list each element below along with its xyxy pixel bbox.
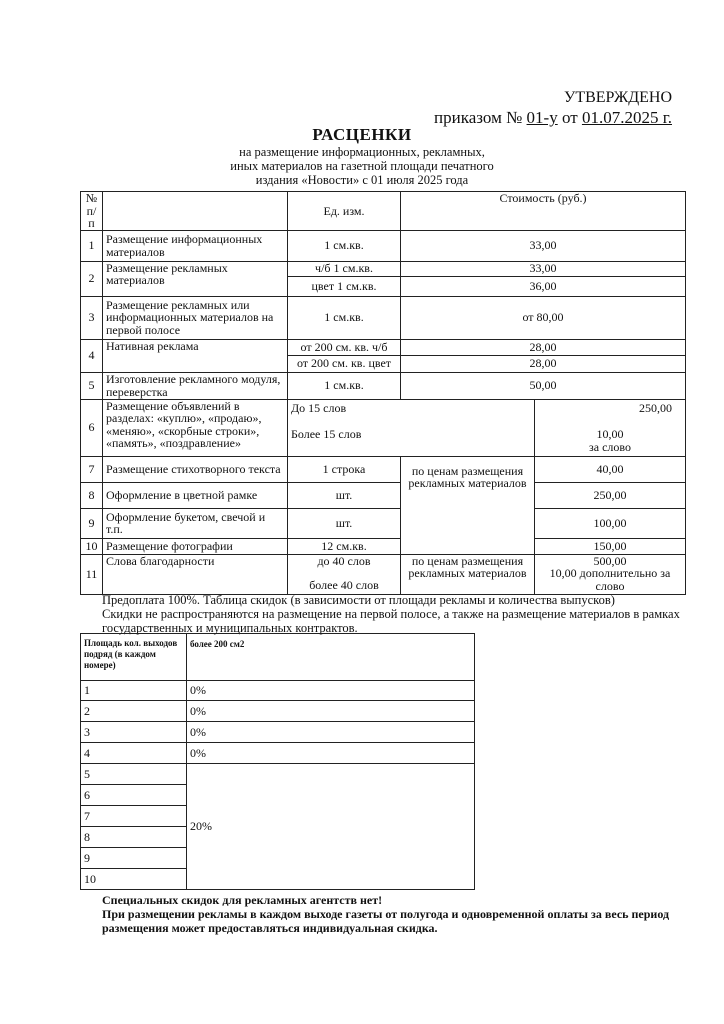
approved-label: УТВЕРЖДЕНО bbox=[563, 89, 672, 106]
row-cost: 28,00 bbox=[401, 355, 686, 372]
row-unit: 12 см.кв. bbox=[288, 538, 401, 554]
discount-header-row bbox=[81, 634, 475, 681]
row-name: Оформление букетом, свечой и т.п. bbox=[103, 508, 288, 538]
table-row bbox=[81, 372, 686, 399]
discount-count: 6 bbox=[81, 785, 187, 806]
notes bbox=[102, 593, 702, 635]
order-prefix: приказом № bbox=[434, 108, 527, 127]
page-subtitle bbox=[0, 145, 724, 187]
cost-line: 500,00 bbox=[593, 553, 627, 568]
row-cost: 100,00 bbox=[535, 508, 686, 538]
row-unit: шт. bbox=[288, 508, 401, 538]
row-num: 3 bbox=[81, 296, 103, 339]
row-num: 4 bbox=[81, 339, 103, 372]
row-num: 11 bbox=[81, 554, 103, 594]
discount-row bbox=[81, 722, 475, 743]
row-name: Оформление в цветной рамке bbox=[103, 482, 288, 508]
table-row bbox=[81, 482, 686, 508]
price-table bbox=[80, 191, 686, 595]
header-unit: Ед. изм. bbox=[288, 192, 401, 231]
order-number: 01-у bbox=[526, 108, 558, 127]
table-row bbox=[81, 261, 686, 276]
discount-count: 8 bbox=[81, 827, 187, 848]
table-row bbox=[81, 399, 686, 456]
note-line: Скидки не распространяются на размещение на первой полосе, а также на размещение материалов в рамках государственных и муниципальных контрактов. bbox=[102, 607, 680, 635]
row-num: 1 bbox=[81, 230, 103, 261]
table-row bbox=[81, 456, 686, 482]
cost-line: за слово bbox=[589, 439, 631, 454]
page-title: РАСЦЕНКИ bbox=[312, 125, 412, 144]
row-cost: от 80,00 bbox=[401, 296, 686, 339]
discount-value: 0% bbox=[187, 701, 475, 722]
discount-count: 3 bbox=[81, 722, 187, 743]
table-row bbox=[81, 339, 686, 355]
row-unit bbox=[288, 399, 535, 456]
row-unit: ч/б 1 см.кв. bbox=[288, 261, 401, 276]
table-row bbox=[81, 538, 686, 554]
row-unit: 1 строка bbox=[288, 456, 401, 482]
bold-notes bbox=[102, 893, 702, 935]
header-cost: Стоимость (руб.) bbox=[401, 192, 686, 231]
cost-line: 10,00 bbox=[596, 427, 624, 441]
discount-count: 2 bbox=[81, 701, 187, 722]
row-unit bbox=[288, 554, 401, 594]
row-name: Размещение стихотворного текста bbox=[103, 456, 288, 482]
row-unit: 1 см.кв. bbox=[288, 296, 401, 339]
row-num: 7 bbox=[81, 456, 103, 482]
header-num: № п/п bbox=[81, 192, 103, 231]
row-name: Изготовление рекламного модуля, переверстка bbox=[103, 372, 288, 399]
discount-count: 10 bbox=[81, 869, 187, 890]
row-name: Нативная реклама bbox=[103, 339, 288, 372]
discount-value: 0% bbox=[187, 743, 475, 764]
row-name: Размещение фотографии bbox=[103, 538, 288, 554]
note-line: Предоплата 100%. Таблица скидок (в зависимости от площади рекламы и количества выпусков) bbox=[102, 593, 615, 607]
subtitle-line: на размещение информационных, рекламных, bbox=[239, 145, 485, 159]
subtitle-line: иных материалов на газетной площади печатного bbox=[230, 159, 494, 173]
row-cost: 40,00 bbox=[535, 456, 686, 482]
row-num: 5 bbox=[81, 372, 103, 399]
row-cost: 33,00 bbox=[401, 261, 686, 276]
discount-count: 9 bbox=[81, 848, 187, 869]
order-date: 01.07.2025 г. bbox=[581, 108, 672, 127]
placement-note: по ценам размещения рекламных материалов bbox=[401, 456, 535, 554]
discount-row bbox=[81, 681, 475, 701]
unit-line: до 40 слов bbox=[317, 553, 371, 568]
row-num: 9 bbox=[81, 508, 103, 538]
discount-header-right: более 200 см2 bbox=[187, 634, 475, 681]
row-unit: от 200 см. кв. ч/б bbox=[288, 339, 401, 355]
row-cost: 28,00 bbox=[401, 339, 686, 355]
row-num: 8 bbox=[81, 482, 103, 508]
row-num: 2 bbox=[81, 261, 103, 296]
table-row bbox=[81, 508, 686, 538]
unit-line: более 40 слов bbox=[309, 578, 379, 592]
unit-line: Более 15 слов bbox=[291, 427, 362, 441]
cost-line: 10,00 дополнительно за слово bbox=[549, 566, 671, 593]
table-header-row bbox=[81, 192, 686, 231]
discount-count: 7 bbox=[81, 806, 187, 827]
row-cost: 250,00 bbox=[535, 482, 686, 508]
row-cost: 36,00 bbox=[401, 276, 686, 296]
discount-row bbox=[81, 701, 475, 722]
table-row bbox=[81, 230, 686, 261]
discount-table bbox=[80, 633, 475, 890]
row-num: 6 bbox=[81, 399, 103, 456]
row-name: Размещение информационных материалов bbox=[103, 230, 288, 261]
discount-row bbox=[81, 743, 475, 764]
row-unit: 1 см.кв. bbox=[288, 230, 401, 261]
row-unit: цвет 1 см.кв. bbox=[288, 276, 401, 296]
bold-note-line: Специальных скидок для рекламных агентств нет! bbox=[102, 893, 383, 907]
row-num: 10 bbox=[81, 538, 103, 554]
discount-row bbox=[81, 764, 475, 785]
row-cost: 33,00 bbox=[401, 230, 686, 261]
header-name bbox=[103, 192, 288, 231]
row-cost bbox=[535, 399, 686, 456]
discount-count: 1 bbox=[81, 681, 187, 701]
row-name: Размещение рекламных или информационных материалов на первой полосе bbox=[103, 296, 288, 339]
discount-merged-value: 20% bbox=[187, 764, 475, 890]
row-unit: от 200 см. кв. цвет bbox=[288, 355, 401, 372]
row-cost: 150,00 bbox=[535, 538, 686, 554]
bold-note-line: При размещении рекламы в каждом выходе газеты от полугода и одновременной оплаты за весь период размещения может предоставляться индивидуальная скидка. bbox=[102, 907, 670, 935]
row-name: Слова благодарности bbox=[103, 554, 288, 594]
discount-header-left: Площадь кол. выходов подряд (в каждом номере) bbox=[81, 634, 187, 681]
order-middle: от bbox=[557, 108, 582, 127]
subtitle-line: издания «Новости» с 01 июля 2025 года bbox=[255, 173, 469, 187]
discount-count: 4 bbox=[81, 743, 187, 764]
placement-note: по ценам размещения рекламных материалов bbox=[401, 554, 535, 594]
row-name: Размещение рекламных материалов bbox=[103, 261, 288, 296]
cost-line: 250,00 bbox=[639, 400, 673, 415]
table-row bbox=[81, 554, 686, 594]
discount-count: 5 bbox=[81, 764, 187, 785]
discount-value: 0% bbox=[187, 722, 475, 743]
unit-line: До 15 слов bbox=[291, 400, 347, 415]
row-name: Размещение объявлений в разделах: «куплю», «продаю», «меняю», «скорбные строки», «память», «поздравление» bbox=[103, 399, 288, 456]
row-unit: 1 см.кв. bbox=[288, 372, 401, 399]
row-cost: 50,00 bbox=[401, 372, 686, 399]
row-unit: шт. bbox=[288, 482, 401, 508]
discount-value: 0% bbox=[187, 681, 475, 701]
table-row bbox=[81, 296, 686, 339]
row-cost bbox=[535, 554, 686, 594]
